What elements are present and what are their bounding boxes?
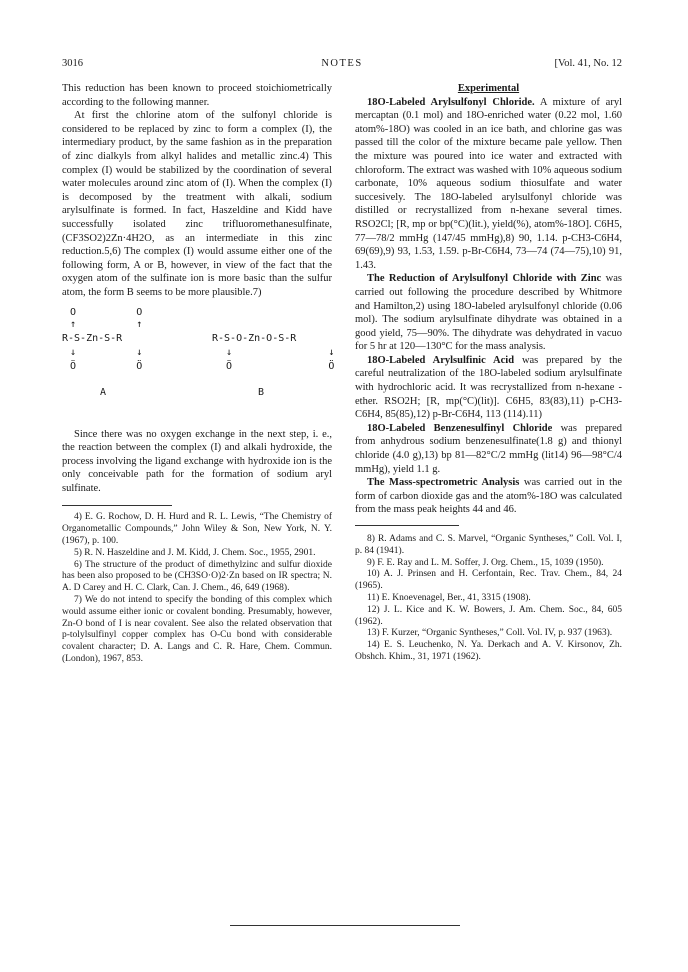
paragraph-2: At first the chlorine atom of the sulfonyl chloride is considered to be replaced by zinc to form a complex (I), the intermediary product, by the same fashion as in the preparation of zinc dialkyls from alkyl halides and metallic zinc.4) This complex (I) would be stabilized by the coordination of several water molecules around zinc atom of (I). When the complex (I) is decomposed by the treatment with alkali, sodium arylsulfinate is formed. In fact, Haszeldine and Kidd have successfully isolated zinc trifluoromethanesulfinate, (CF3SO2)2Zn·4H2O, as an intermediate in this zinc reduction.5,6) The complex (I) would assume either one of the following form, A or B, however, in view of the fact that the oxygen atom of the sulfinate ion is more basic than the sulfur atom, the form B seems to be more plausible.7) xyxy=(62,110,332,298)
exp-body-4: was prepared from anhydrous sodium benzenesulfinate(1.8 g) and thionyl chloride (4.0 g),13) bp 81—82°C/2 mmHg (lit14) 96—98°C/4 mmHg), yield 1.1 g. xyxy=(355,422,622,475)
exp-heading-3: 18O-Labeled Arylsulfinic Acid xyxy=(367,354,515,366)
exp-body-5: was carried out in the form of carbon dioxide gas and the atom%-18O was calculated from the mass peak heights 44 and 46. xyxy=(355,477,622,516)
page-header xyxy=(62,58,622,72)
exp-heading-4: 18O-Labeled Benzenesulfinyl Chloride xyxy=(367,422,553,434)
structure-a-label: A xyxy=(100,386,107,398)
journal-section: NOTES xyxy=(321,58,363,69)
footnote-separator xyxy=(62,505,172,506)
footnote-5: 5) R. N. Haszeldine and J. M. Kidd, J. Chem. Soc., 1955, 2901. xyxy=(74,547,316,558)
paragraph-3: Since there was no oxygen exchange in the next step, i. e., the reaction between the complex (I) and alkali hydroxide, the process involving the ligand exchange with hydroxide ion is the only conceivable path for the formation of sodium aryl sulfinate. xyxy=(62,428,332,494)
exp-body-1: A mixture of aryl mercaptan (0.1 mol) and 18O-enriched water (0.22 mol, 1.60 atom%-18O) was cooled in an ice bath, and chlorine gas was passed till the color of the mixture became pale yellow. Then the mixture was poured into ice water and extracted with chloroform. The extract was washed with 10% aqueous sodium carbonate, 10% aqueous sodium thiosulfate and water succesively. The 18O-labeled arylsulfonyl chloride was distilled or recrystallized from n-hexane several times. RSO2Cl; [R, mp or bp(°C)(lit.), yield(%), atom%-18O]. C6H5, 77—78/2 mmHg (147/45 mmHg),8) 90, 1.14. p-CH3-C6H4, 69(69),9) 93, 1.53, 1.59. p-Br-C6H4, 73—74 (74—75),10) 91, 1.43. xyxy=(355,96,622,271)
footnote-4: 4) E. G. Rochow, D. H. Hurd and R. L. Lewis, “The Chemistry of Organometallic Compounds,” John Wiley & Son, New York, N. Y. (1967), p. 100. xyxy=(62,512,332,547)
structure-a-line1: O O xyxy=(70,306,143,318)
footnote-7: 7) We do not intend to specify the bonding of this complex which would assume either ionic or covalent bonding. Presumably, however, Zn-O bond of I is near covalent. See also the related observation that p-tolylsulfinyl copper complex has O-Cu bond with considerable covalent character; D. A. Langs and C. R. Hare, Chem. Commun. (London), 1967, 853. xyxy=(62,595,332,665)
structure-a-line3: R-S-Zn-S-R xyxy=(62,332,123,344)
volume-info: [Vol. 41, No. 12 xyxy=(554,58,622,69)
exp-paragraph-2 xyxy=(355,272,622,354)
exp-heading-1: 18O-Labeled Arylsulfonyl Chloride. xyxy=(367,96,535,108)
structure-b-line1: R-S-O-Zn-O-S-R xyxy=(212,332,297,344)
exp-paragraph-1 xyxy=(355,96,622,273)
structure-a-line2: ↑ ↑ xyxy=(70,318,143,330)
structure-b-label: B xyxy=(258,386,265,398)
page-end-rule xyxy=(230,925,460,926)
structure-b-line2: ↓ ↓ xyxy=(226,346,335,358)
left-column xyxy=(62,82,335,666)
footnote-13: 13) F. Kurzer, “Organic Syntheses,” Coll. Vol. IV, p. 937 (1963). xyxy=(367,628,613,639)
footnote-14: 14) E. S. Leuchenko, N. Ya. Derkach and A. V. Kirsonov, Zh. Obshch. Khim., 31, 1971 (1962). xyxy=(355,640,622,662)
paragraph-1: This reduction has been known to proceed stoichiometrically according to the following manner. xyxy=(62,83,332,108)
footnotes-right xyxy=(355,534,622,664)
right-column xyxy=(355,82,622,664)
structure-diagram xyxy=(62,306,335,424)
exp-paragraph-3 xyxy=(355,354,622,422)
footnote-11: 11) E. Knoevenagel, Ber., 41, 3315 (1908). xyxy=(367,592,531,603)
footnote-9: 9) F. E. Ray and L. M. Soffer, J. Org. Chem., 15, 1039 (1950). xyxy=(367,557,604,568)
structure-a-line4: ↓ ↓ xyxy=(70,346,143,358)
exp-body-2: was carried out following the procedure described by Whitmore and Hamilton,2) using 18O-labeled arylsulfonyl chloride (0.06 mol). The sodium arylsulfinate dihydrate was obtained in a good yield, 75—90%. The dihydrate was dehydrated in vacuo for 5 hr at 120—130°C for the mass analysis. xyxy=(355,273,622,353)
exp-body-3: was prepared by the careful neutralization of the 18O-labeled sodium arylsulfinate with hydrochloric acid. It was recrystallized from n-hexane - ether. RSO2H; [R, mp(°C)(lit)]. C6H5, 83(83),11) p-CH3-C6H4, 85(85),12) p-Br-C6H4, 113 (114).11) xyxy=(355,354,622,421)
footnote-6: 6) The structure of the product of dimethylzinc and sulfur dioxide has been also proposed to be (CH3SO·O)2·Zn based on IR spectra; N. A. D Carey and H. C. Clark, Can. J. Chem., 46, 649 (1968). xyxy=(62,559,332,594)
exp-paragraph-5 xyxy=(355,476,622,517)
footnote-8: 8) R. Adams and C. S. Marvel, “Organic Syntheses,” Coll. Vol. I, p. 84 (1941). xyxy=(355,534,622,556)
structure-b-line3: Ö Ö xyxy=(226,360,335,372)
footnote-10: 10) A. J. Prinsen and H. Cerfontain, Rec. Trav. Chem., 84, 24 (1965). xyxy=(355,569,622,592)
footnote-12: 12) J. L. Kice and K. W. Bowers, J. Am. Chem. Soc., 84, 605 (1962). xyxy=(355,604,622,627)
page-number: 3016 xyxy=(62,58,83,69)
footnote-separator-right xyxy=(355,525,459,526)
footnotes-left xyxy=(62,512,332,665)
section-title-experimental: Experimental xyxy=(457,83,520,94)
structure-a-line5: Ö Ö xyxy=(70,360,143,372)
exp-paragraph-4 xyxy=(355,422,622,476)
exp-heading-2: The Reduction of Arylsulfonyl Chloride with Zinc xyxy=(367,273,602,285)
exp-heading-5: The Mass-spectrometric Analysis xyxy=(367,477,520,489)
